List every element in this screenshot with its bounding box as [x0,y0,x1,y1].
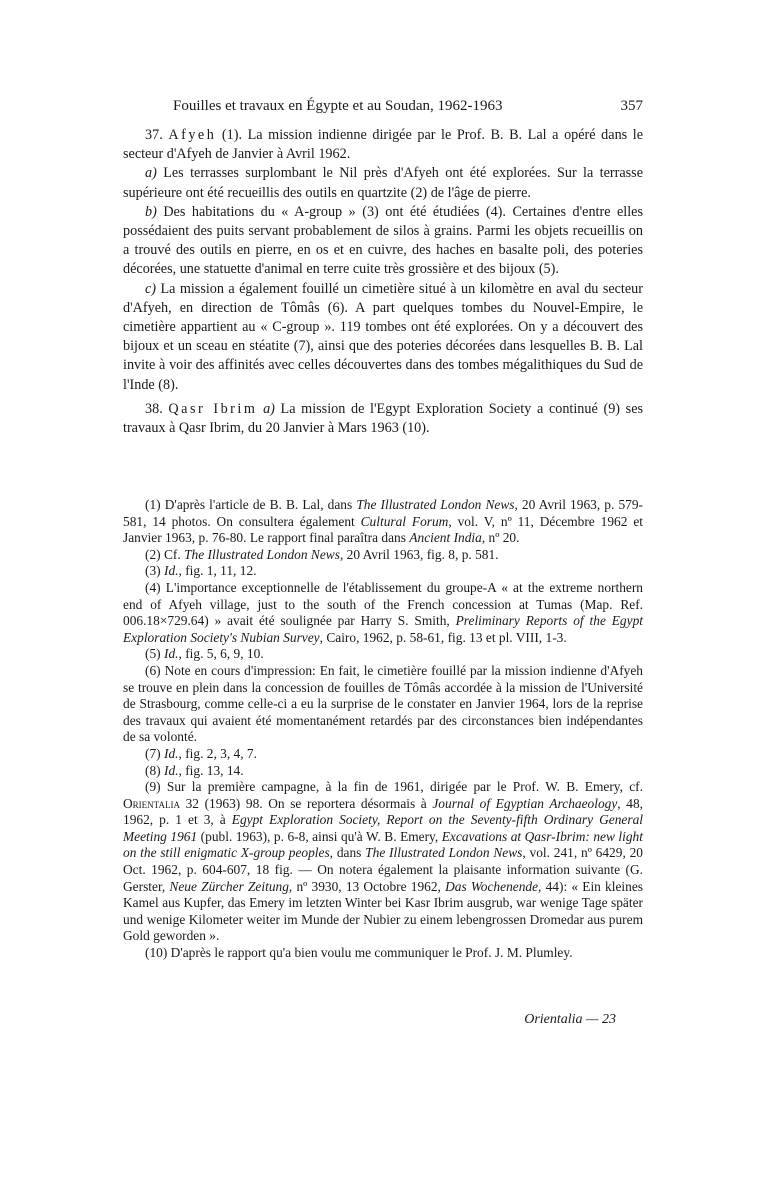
note-ref: (2) [410,184,428,201]
footnotes [123,497,643,962]
footnote-6: (6) Note en cours d'impression: En fait, le cimetière fouillé par la mission indienne d'Afyeh se trouve en plein dans la concession de fouilles de Tômâs accordée à la mission de l'Université de Strasbourg, comme celle-ci a eu la surprise de le constater en Janvier 1964, lors de la reprise des travaux qui avaient été momentanément retardés par des circonstances bien indépendantes de sa volonté. [123,662,643,745]
footnote-7: (7) Id., fig. 2, 3, 4, 7. [145,745,257,761]
note-ref: (5) [538,261,556,278]
signature-mark: Orientalia — 23 [524,1012,616,1027]
paragraph-a: a) Les terrasses surplombant le Nil près d'Afyeh ont été explorées. Sur la terrasse supérieure ont été recueillis des outils en quartzite (2) de l'âge de pierre. [123,165,643,201]
paragraph-c: c) La mission a également fouillé un cimetière situé à un kilomètre en aval du secteur d'Afyeh, en direction de Tômâs (6). A part quelques tombes du Nouvel-Empire, le cimetière appartient au « C-group ». 119 tombes ont été explorées. On y a découvert des bijoux et un sceau en stéatite (7), ainsi que des poteries décorées dans lesquelles B. B. Lal invite à voir des affinités avec celles découvertes dans des tombes mégalithiques du Sud de l'Inde (8). [123,280,643,393]
note-ref: (7) [293,338,311,355]
note-ref: (1) [221,127,239,143]
site-name: Qasr Ibrim [168,400,258,417]
running-header [123,98,643,115]
note-ref: (6) [327,299,345,316]
footnote-4: (4) L'importance exceptionnelle de l'établissement du groupe-A « at the extreme northern end of Afyeh village, just to the south of the French concession at Tumas (Map. Ref. 006.18×729.64) » avait été soulignée par Harry S. Smith, Preliminary Reports of the Egypt Exploration Society's Nubian Survey, Cairo, 1962, p. 58-61, fig. 13 et pl. VIII, 1-3. [123,579,643,645]
paragraph-37: 37. Afyeh (1). La mission indienne dirigée par le Prof. B. B. Lal a opéré dans le secteur d'Afyeh de Janvier à Avril 1962. [123,127,644,163]
footnote-2: (2) Cf. The Illustrated London News, 20 Avril 1963, fig. 8, p. 581. [145,546,499,562]
note-ref: (9) [603,400,621,417]
footnote-3: (3) Id., fig. 1, 11, 12. [145,563,257,579]
site-name: Afyeh [168,127,217,143]
footnote-10: (10) D'après le rapport qu'a bien voulu me communiquer le Prof. J. M. Plumley. [145,945,573,961]
main-text [123,126,643,438]
section-number: 38. [145,400,163,417]
note-ref: (4) [485,203,503,220]
page-number: 357 [620,98,643,114]
note-ref: (10) [402,420,426,437]
section-number: 37. [145,127,163,143]
footnote-8: (8) Id., fig. 13, 14. [145,762,244,778]
footnote-1: (1) D'après l'article de B. B. Lal, dans The Illustrated London News, 20 Avril 1963, p. 579-581, 14 photos. On consultera également Cultural Forum, vol. V, nº 11, Décembre 1962 et Janvier 1963, p. 76-80. Le rapport final paraîtra dans Ancient India, nº 20. [123,497,643,546]
note-ref: (8) [158,376,175,393]
running-title: Fouilles et travaux en Égypte et au Soudan, 1962-1963 [173,98,503,114]
footnote-5: (5) Id., fig. 5, 6, 9, 10. [145,646,264,662]
footnote-9: (9) Sur la première campagne, à la fin de 1961, dirigée par le Prof. W. B. Emery, cf. Orientalia 32 (1963) 98. On se reportera désormais à Journal of Egyptian Archaeology, 48, 1962, p. 1 et 3, à Egypt Exploration Society, Report on the Seventy-fifth Ordinary General Meeting 1961 (publ. 1963), p. 6-8, ainsi qu'à W. B. Emery, Excavations at Qasr-Ibrim: new light on the still enigmatic X-group peoples, dans The Illustrated London News, vol. 241, nº 6429, 20 Oct. 1962, p. 604-607, 18 fig. — On notera également la plaisante information suivante (G. Gerster, Neue Zürcher Zeitung, nº 3930, 13 Octobre 1962, Das Wochenende, 44): « Ein kleines Kamel aus Kupfer, das Emery im letzten Winter bei Kasr Ibrim ausgrub, war wenige Tage später und wenige Kilometer weiter im Munde der Nubier zu einem lebengrossen Dromedar aus purem Gold geworden ». [123,779,643,944]
note-ref: (3) [362,203,379,220]
paragraph-38: 38. Qasr Ibrim a) La mission de l'Egypt Exploration Society a continué (9) ses travaux à Qasr Ibrim, du 20 Janvier à Mars 1963 (10). [123,400,644,437]
paragraph-b: b) Des habitations du « A-group » (3) ont été étudiées (4). Certaines d'entre elles possédaient des puits servant probablement de silos à grains. Parmi les objets recueillis on a trouvé des outils en pierre, en os et en cuivre, des haches en basalte poli, des poteries décorées, une statuette d'animal en terre cuite très grossière et des bijoux (5). [123,203,643,278]
